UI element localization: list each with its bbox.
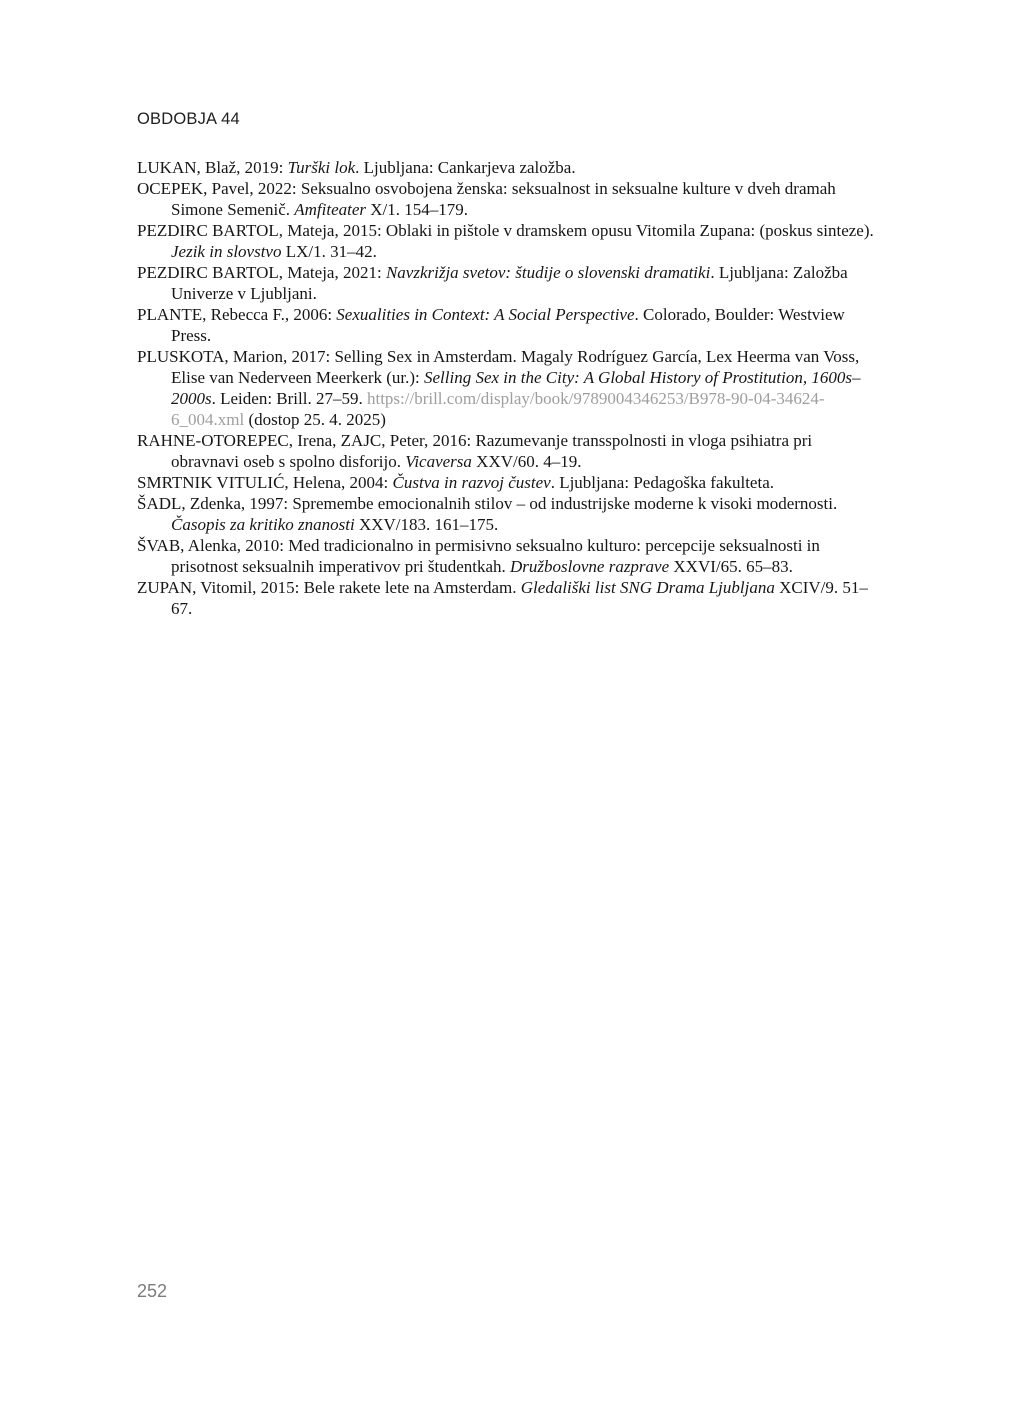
reference-text: (dostop 25. 4. 2025) [244, 410, 386, 429]
reference-text: . Ljubljana: Založba Univerze v Ljubljani. [171, 263, 848, 303]
reference-text: XXV/183. 161–175. [354, 515, 499, 534]
reference-title-italic: Turški lok [287, 158, 356, 177]
page-number: 252 [137, 1281, 168, 1301]
reference-text: ŠADL, Zdenka, 1997: Spremembe emocionalnih stilov – od industrijske moderne k visoki modernosti. [137, 494, 838, 513]
reference-text: LUKAN, Blaž, 2019: [137, 158, 288, 177]
running-head: OBDOBJA 44 [137, 110, 240, 128]
reference-title-italic: Navzkrižja svetov: študije o slovenski dramatiki [385, 263, 711, 282]
reference-text: XCIV/9. 51–67. [171, 578, 868, 618]
reference-text: PLANTE, Rebecca F., 2006: [137, 305, 337, 324]
reference-text: PEZDIRC BARTOL, Mateja, 2015: Oblaki in pištole v dramskem opusu Vitomila Zupana: (poskus sinteze). [137, 221, 874, 240]
reference-entry [137, 157, 882, 178]
reference-entry [137, 577, 882, 619]
reference-text: RAHNE-OTOREPEC, Irena, ZAJC, Peter, 2016: Razumevanje transspolnosti in vloga psihiatra pri obravnavi oseb s spolno disforijo. [137, 431, 813, 471]
reference-text: . Leiden: Brill. 27–59. [211, 389, 367, 408]
reference-entry [137, 178, 882, 220]
reference-entry [137, 346, 882, 430]
reference-title-italic: Sexualities in Context: A Social Perspective [336, 305, 635, 324]
reference-text: . Ljubljana: Cankarjeva založba. [355, 158, 576, 177]
reference-text: . Colorado, Boulder: Westview Press. [171, 305, 845, 345]
reference-title-italic: Čustva in razvoj čustev [392, 473, 551, 492]
reference-entry [137, 472, 882, 493]
reference-title-italic: Selling Sex in the City: A Global History of Prostitution, 1600s–2000s [171, 368, 861, 408]
reference-entry [137, 220, 882, 262]
reference-text: LX/1. 31–42. [281, 242, 377, 261]
reference-title-italic: Družboslovne razprave [510, 557, 670, 576]
reference-text: ZUPAN, Vitomil, 2015: Bele rakete lete na Amsterdam. [137, 578, 521, 597]
reference-entry [137, 535, 882, 577]
reference-entry [137, 262, 882, 304]
reference-text: ŠVAB, Alenka, 2010: Med tradicionalno in permisivno seksualno kulturo: percepcije seksualnosti in prisotnost seksualnih imperativov pri študentkah. [137, 536, 820, 576]
reference-url-link[interactable]: https://brill.com/display/book/9789004346253/B978-90-04-34624-6_004.xml [171, 389, 825, 429]
reference-text: X/1. 154–179. [366, 200, 468, 219]
reference-text: XXVI/65. 65–83. [669, 557, 793, 576]
reference-title-italic: Gledališki list SNG Drama Ljubljana [520, 578, 775, 597]
reference-text: XXV/60. 4–19. [471, 452, 582, 471]
reference-text: PLUSKOTA, Marion, 2017: Selling Sex in Amsterdam. Magaly Rodríguez García, Lex Heerma van Voss, Elise van Nederveen Meerkerk (ur.): [137, 347, 860, 387]
reference-title-italic: Časopis za kritiko znanosti [171, 515, 355, 534]
reference-text: PEZDIRC BARTOL, Mateja, 2021: [137, 263, 386, 282]
reference-text: SMRTNIK VITULIĆ, Helena, 2004: [137, 473, 393, 492]
reference-title-italic: Jezik in slovstvo [171, 242, 282, 261]
reference-entry [137, 493, 882, 535]
reference-entry [137, 430, 882, 472]
reference-entry [137, 304, 882, 346]
references-list [137, 157, 882, 619]
reference-title-italic: Vicaversa [405, 452, 472, 471]
reference-text: . Ljubljana: Pedagoška fakulteta. [550, 473, 774, 492]
reference-title-italic: Amfiteater [294, 200, 366, 219]
reference-text: OCEPEK, Pavel, 2022: Seksualno osvobojena ženska: seksualnost in seksualne kulture v dveh dramah Simone Semenič. [137, 179, 836, 219]
